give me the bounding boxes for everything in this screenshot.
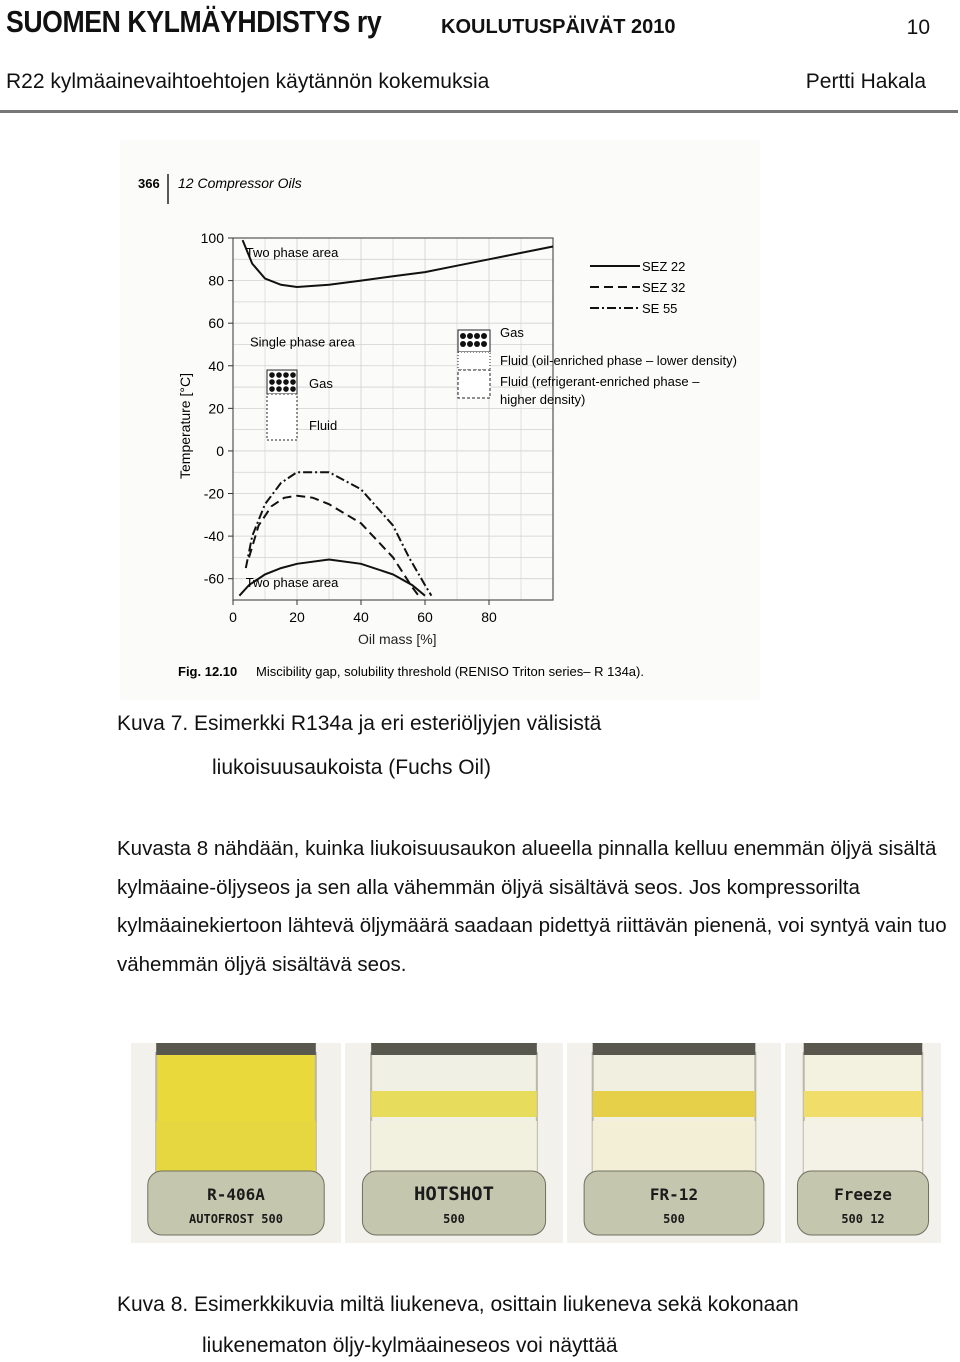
gas-dot	[467, 333, 473, 339]
gas-dot	[290, 379, 296, 385]
top-cap	[371, 1043, 537, 1055]
gas-dot	[474, 333, 480, 339]
label-fluid-left: Fluid	[309, 418, 338, 434]
photo-label-main: R-406A	[207, 1185, 265, 1204]
liquid-band	[371, 1091, 537, 1117]
gas-dot	[283, 379, 289, 385]
y-tick-label: -20	[203, 485, 224, 502]
gas-dot	[283, 372, 289, 378]
photo-label-sub: 500	[443, 1212, 465, 1226]
top-cap	[593, 1043, 756, 1055]
gas-dot	[467, 341, 473, 347]
x-tick-label: 60	[417, 609, 433, 625]
caption-kuva8-line2: liukenematon öljy-kylmäaineseos voi näyttää	[202, 1334, 618, 1357]
gas-dot	[481, 341, 487, 347]
label-single-phase: Single phase area	[250, 334, 355, 350]
glass-lower	[593, 1121, 756, 1173]
header-author: Pertti Hakala	[805, 70, 926, 93]
legend-label: SEZ 32	[642, 280, 686, 295]
y-tick-label: 60	[208, 315, 224, 332]
y-tick-label: 100	[200, 230, 224, 246]
photo-freeze12	[785, 1043, 941, 1243]
y-tick-label: 0	[216, 442, 224, 459]
x-tick-label: 20	[289, 609, 305, 625]
header-event: KOULUTUSPÄIVÄT 2010	[441, 16, 676, 38]
y-tick-label: -40	[203, 528, 224, 545]
y-tick-label: 40	[208, 357, 224, 374]
photo-label-sub: AUTOFROST 500	[189, 1212, 283, 1226]
label-gas-right: Gas	[500, 325, 524, 340]
glass-lower	[156, 1121, 316, 1173]
x-axis-label: Oil mass [%]	[358, 631, 437, 647]
label-fluid-right-2b: higher density)	[500, 392, 586, 407]
gas-dot	[481, 333, 487, 339]
photo-fr12	[567, 1043, 781, 1243]
gas-dot	[276, 386, 282, 392]
legend-label: SE 55	[642, 301, 678, 316]
header-org: SUOMEN KYLMÄYHDISTYS ry	[6, 4, 382, 39]
top-cap	[804, 1043, 923, 1055]
gas-dot	[283, 386, 289, 392]
x-tick-label: 0	[229, 609, 237, 625]
page-ref: 366	[138, 176, 160, 191]
fluid-box-left	[267, 394, 297, 440]
photo-hotshot	[345, 1043, 563, 1243]
fluid-box-right-lower	[458, 370, 490, 398]
figure-caption-text: Miscibility gap, solubility threshold (RENISO Triton series– R 134a).	[256, 664, 644, 679]
caption-kuva7-line2: liukoisuusaukoista (Fuchs Oil)	[212, 756, 491, 779]
x-tick-label: 40	[353, 609, 369, 625]
label-two-phase-bottom: Two phase area	[245, 575, 339, 591]
y-tick-label: 20	[208, 400, 224, 417]
gas-dot	[276, 379, 282, 385]
photo-label-sub: 500 12	[841, 1212, 885, 1226]
label-two-phase-top: Two phase area	[245, 245, 339, 261]
gas-dot	[269, 372, 275, 378]
section-title: 12 Compressor Oils	[178, 175, 302, 191]
x-tick-label: 80	[481, 609, 497, 625]
body-paragraph: Kuvasta 8 nähdään, kuinka liukoisuusaukon alueella pinnalla kelluu enemmän öljyä sisältä kylmäaine-öljyseos ja sen alla vähemmän öljyä sisältävä seos. Jos kompressorilta kylmäainekiertoon lähtevä öljymäärä saadaan pidettyä riittävän pienenä, voi syntyä vain tuo vähemmän öljyä sisältävä seos.	[117, 837, 947, 976]
gas-dot	[460, 341, 466, 347]
gas-dot	[290, 372, 296, 378]
label-fluid-right-2a: Fluid (refrigerant-enriched phase –	[500, 374, 700, 389]
photo-label-main: FR-12	[649, 1185, 699, 1204]
y-tick-label: -60	[203, 570, 224, 587]
liquid-band	[804, 1091, 923, 1117]
label-fluid-right-1: Fluid (oil-enriched phase – lower density)	[500, 353, 738, 368]
caption-kuva7-line1: Kuva 7. Esimerkki R134a ja eri esteriöljyjen välisistä	[117, 712, 602, 735]
top-cap	[156, 1043, 316, 1055]
photo-strip	[131, 1043, 941, 1243]
figure-miscibility-chart	[120, 140, 760, 700]
photo-label-main: HOTSHOT	[413, 1183, 495, 1205]
fluid-box-right-upper	[458, 352, 490, 370]
caption-kuva8-line1: Kuva 8. Esimerkkikuvia miltä liukeneva, osittain liukeneva sekä kokonaan	[117, 1293, 799, 1316]
photo-label-main: Freeze	[834, 1185, 892, 1204]
liquid-band	[593, 1091, 756, 1117]
photo-r406a	[131, 1043, 341, 1243]
legend-label: SEZ 22	[642, 259, 686, 274]
y-tick-label: 80	[208, 272, 224, 289]
header-subtitle: R22 kylmäainevaihtoehtojen käytännön kokemuksia	[6, 70, 490, 93]
gas-dot	[269, 386, 275, 392]
page-number: 10	[906, 16, 930, 39]
gas-dot	[474, 341, 480, 347]
glass-lower	[804, 1121, 923, 1173]
photo-label-sub: 500	[663, 1212, 685, 1226]
gas-dot	[290, 386, 296, 392]
gas-dot	[460, 333, 466, 339]
gas-dot	[269, 379, 275, 385]
chart-svg	[120, 140, 760, 700]
header-divider	[0, 110, 958, 113]
figure-caption-label: Fig. 12.10	[178, 664, 238, 679]
y-axis-label: Temperature [°C]	[177, 373, 193, 479]
glass-lower	[371, 1121, 537, 1173]
gas-dot	[276, 372, 282, 378]
label-gas-left: Gas	[309, 376, 333, 392]
